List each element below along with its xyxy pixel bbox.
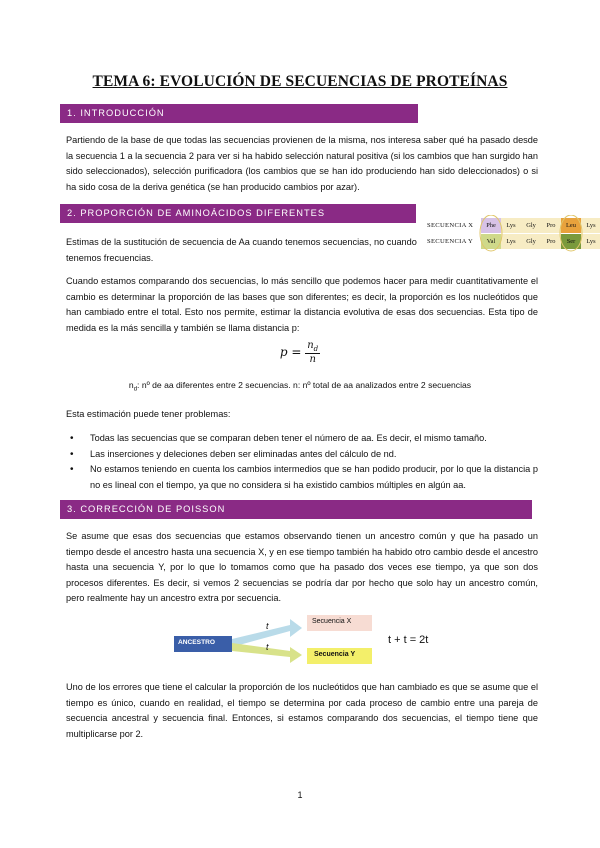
legend-sub: d (133, 386, 138, 393)
aa-cell: Lys (501, 218, 521, 233)
problems-list (66, 431, 538, 493)
list-item: • Las inserciones y deleciones deben ser eliminadas antes del cálculo de nd. (66, 447, 538, 463)
legend-n: n (128, 380, 134, 390)
formula-fraction (305, 340, 320, 365)
formula-numerator (305, 340, 320, 354)
aa-cell: Lys (501, 234, 521, 249)
aa-cell: Lys (581, 234, 600, 249)
formula-legend (0, 380, 600, 393)
sequence-x-label: Secuencia X (312, 618, 352, 625)
aa-cell: Pro (541, 218, 561, 233)
section-heading-proporcion: 2. PROPORCIÓN DE AMINOÁCIDOS DIFERENTES (60, 204, 416, 223)
list-item: • Todas las secuencias que se comparan deben tener el número de aa. Es decir, el mismo tamaño. (66, 431, 538, 447)
poisson-paragraph-1: Se asume que esas dos secuencias que estamos observando tienen un ancestro común y que ha pasado un tiempo desde el ancestro hasta una secuencia X, y en ese tiempo también ha habido otro cambio desde el ancestro hasta una secuencia Y, por lo que lo tomamos como que ha pasado dos veces ese tiempo, ya que son dos procesos diferentes. Es decir, si vemos 2 secuencias se podría dar por hecho que solo hay un ancestro común, pero realmente hay un ancestro extra por secuencia. (66, 531, 538, 604)
aa-cell: Gly (521, 234, 541, 249)
distance-p-formula (0, 340, 600, 365)
ancestor-label: ANCESTRO (178, 639, 215, 646)
t-label-lower: t (266, 642, 269, 652)
formula-num-sub: d (313, 345, 319, 353)
section-heading-introduccion: 1. INTRODUCCIÓN (60, 104, 418, 123)
sequence-label: SECUENCIA X (427, 222, 474, 229)
legend-text: : nº de aa diferentes entre 2 secuencias. n: nº total de aa analizados entre 2 secuencias (137, 380, 472, 390)
sequence-row-y (427, 234, 600, 249)
sequence-label: SECUENCIA Y (427, 238, 474, 245)
aa-cell: Ser (561, 234, 581, 249)
formula-num-n: n (307, 340, 314, 351)
page-number: 1 (297, 790, 303, 800)
page-title: TEMA 6: EVOLUCIÓN DE SECUENCIAS DE PROTEÍNAS (92, 73, 508, 90)
intro-paragraph: Partiendo de la base de que todas las secuencias provienen de la misma, nos interesa saber qué ha pasado desde la secuencia 1 a la secuencia 2 para ver si ha habido selección natural positiva (si los cambios que han surgido han sido seleccionados), selección purificadora (los cambios que se han ido produciendo han sido deleccionados) o si ha sido cosa de la deriva genética (se han producido cambios por azar). (66, 135, 538, 192)
formula-denominator: n (309, 354, 316, 365)
aa-cell: Lys (581, 218, 600, 233)
aa-cell: Leu (561, 218, 581, 233)
sequence-row-x (427, 218, 600, 233)
ancestor-diagram (170, 605, 470, 675)
aa-cell: Pro (541, 234, 561, 249)
time-equation: t + t = 2t (388, 634, 429, 646)
proportion-paragraph-2: Cuando estamos comparando dos secuencias, lo más sencillo que podemos hacer para medir cuantitativamente el cambio es determinar la proporción de las bases que son diferentes; es decir, la proporción es los nucleótidos que han cambiado entre el total. Esto nos permite, estimar la distancia evolutiva de esas dos secuencias. Esta tipo de medida es la más sencilla y también se llama distancia p: (66, 276, 538, 333)
list-item: • No estamos teniendo en cuenta los cambios intermedios que se han podido producir, por lo que la distancia p no es lineal con el tiempo, ya que no considera si ha existido cambios múltiples en algún aa. (66, 462, 538, 493)
sequence-y-label: Secuencia Y (314, 651, 356, 658)
section-heading-poisson: 3. CORRECCIÓN DE POISSON (60, 500, 532, 519)
t-label-upper: t (266, 621, 269, 631)
proportion-paragraph-3: Esta estimación puede tener problemas: (66, 409, 231, 419)
aa-cell: Phe (481, 218, 501, 233)
poisson-paragraph-2: Uno de los errores que tiene el calcular la proporción de los nucleótidos que han cambiado es que se asume que el tiempo es único, cuando en realidad, el tiempo se determina por cada proceso de cambio entre una pareja de secuencia ancestral y secuencia final. Entonces, si estamos comparando dos secuencias, el tiempo tiene que multiplicarse por 2. (66, 682, 538, 739)
proportion-paragraph-1: Estimas de la sustitución de secuencia de Aa cuando tenemos secuencias, no cuando tenemos frecuencias. (66, 237, 417, 263)
aa-cell: Val (481, 234, 501, 249)
formula-lhs: p = (279, 345, 302, 359)
aa-cell: Gly (521, 218, 541, 233)
